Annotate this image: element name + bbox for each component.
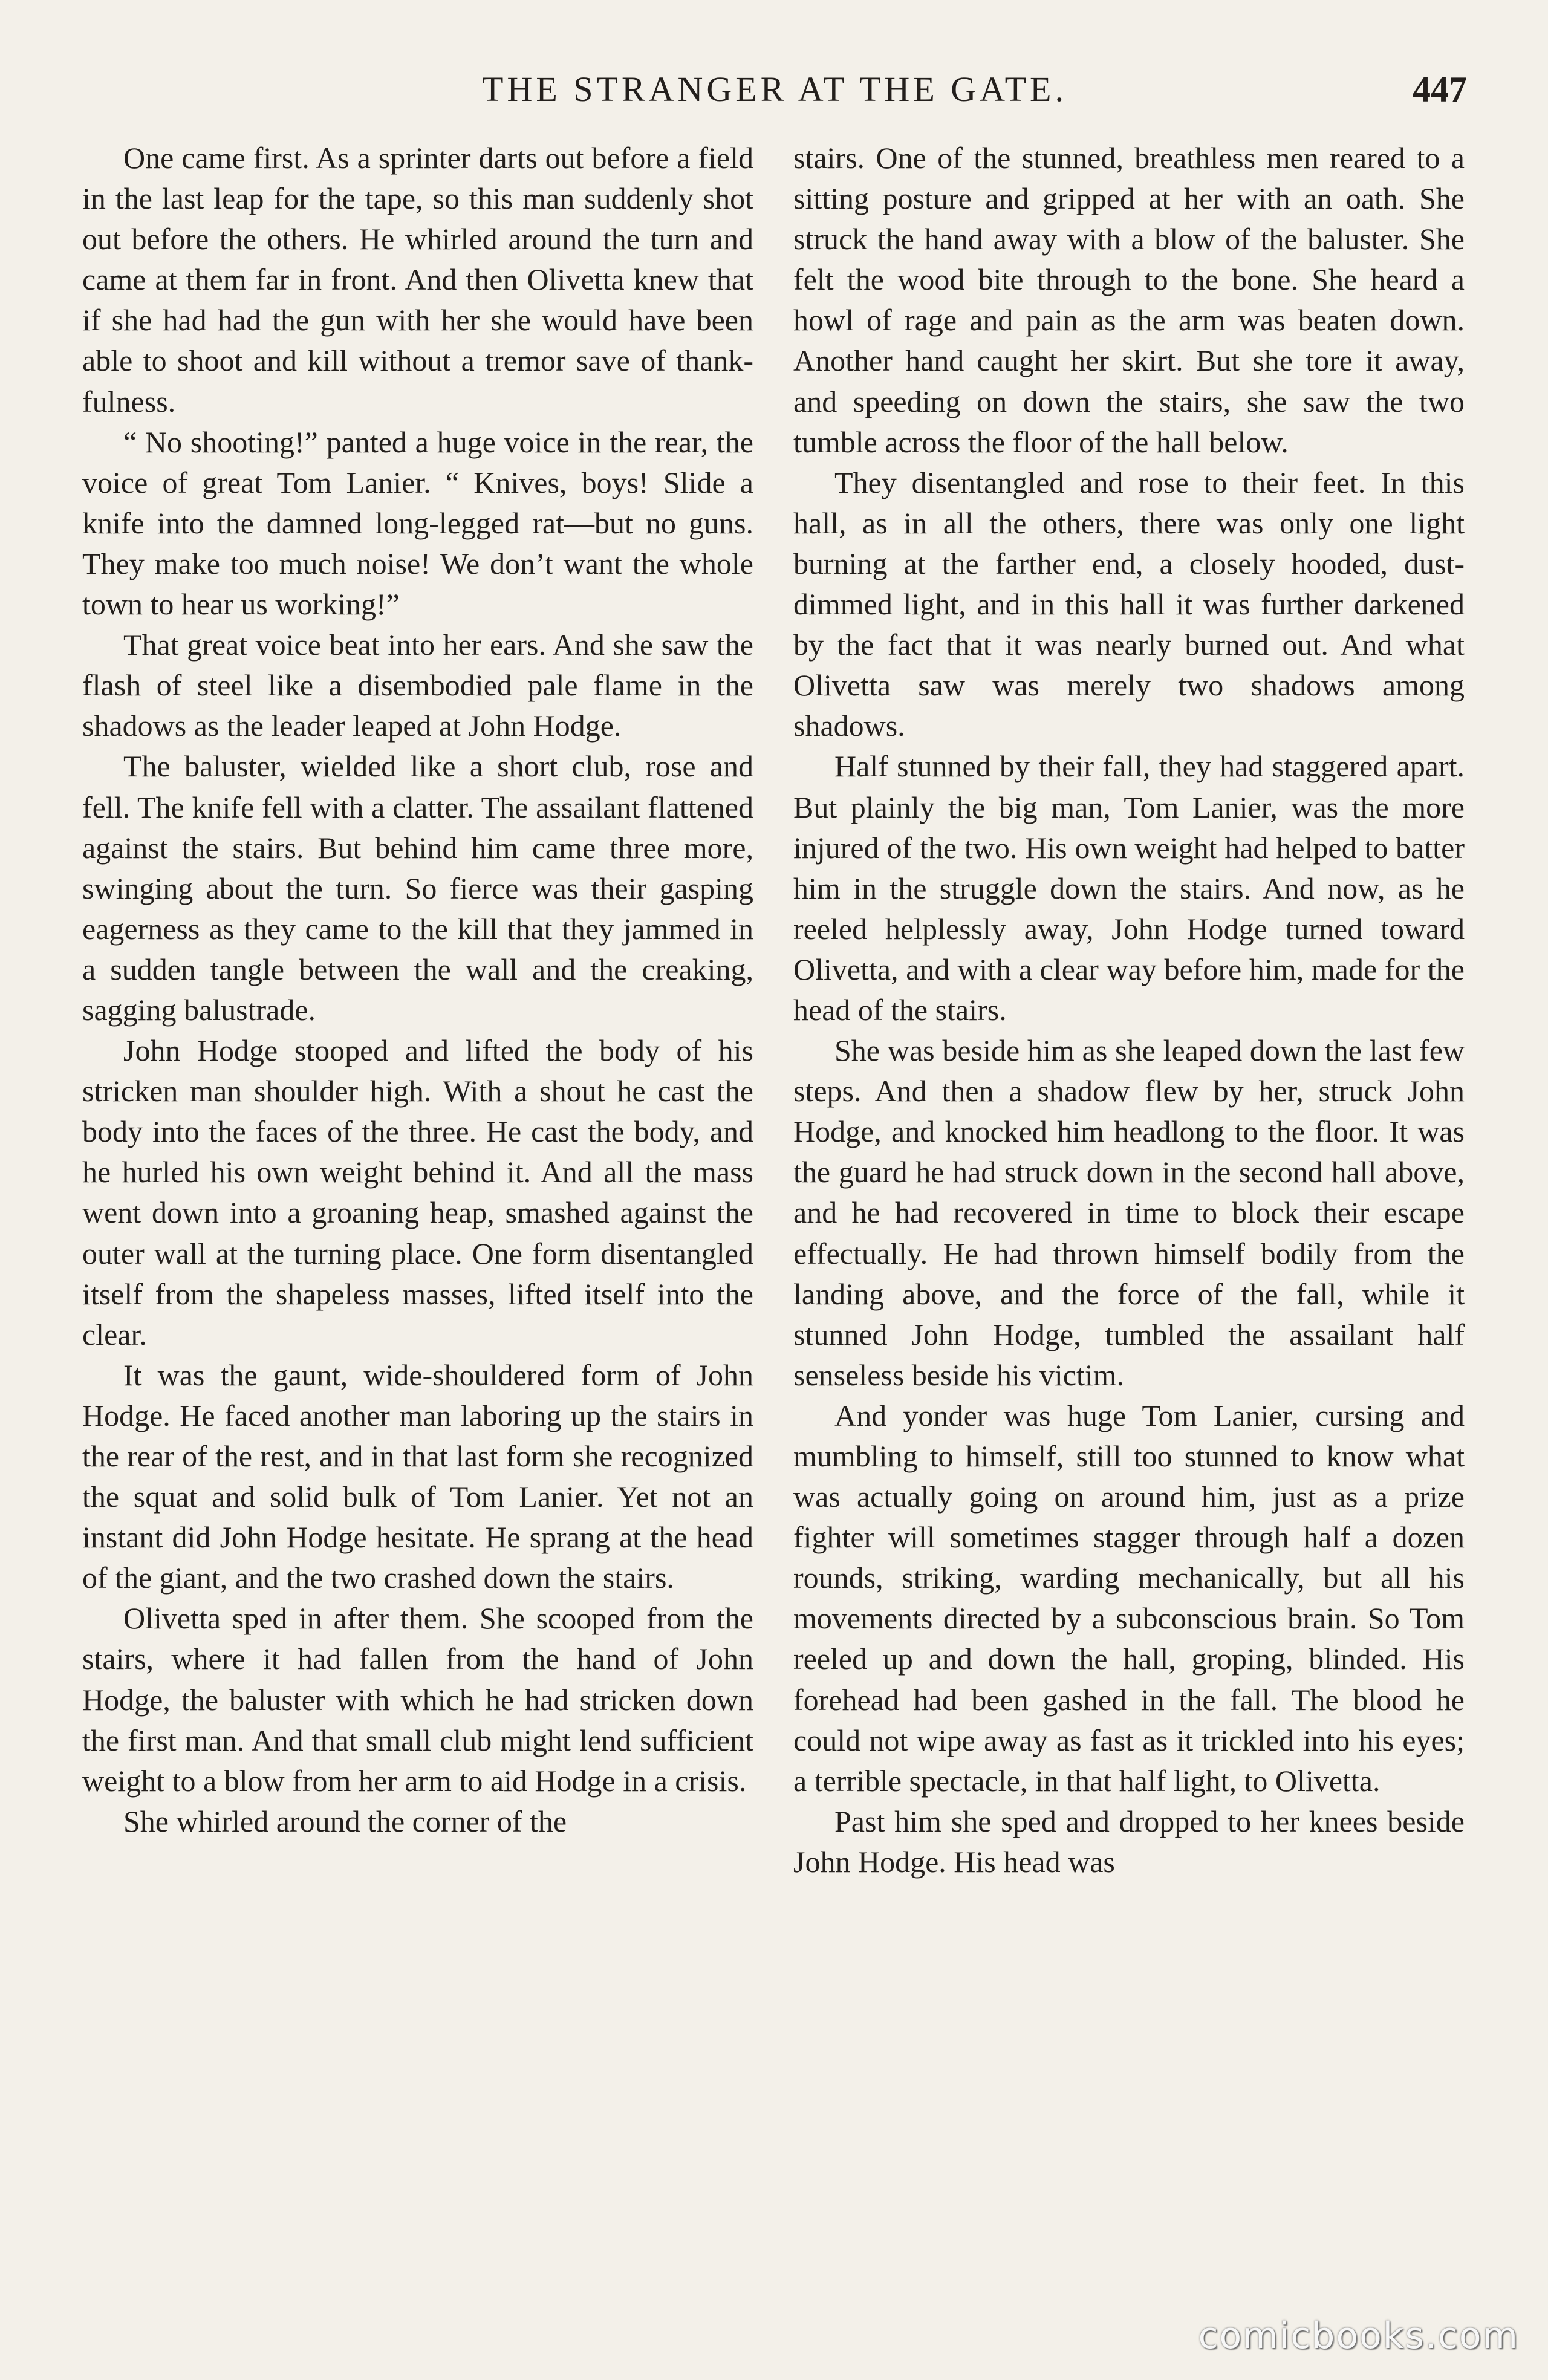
running-title: THE STRANGER AT THE GATE. bbox=[482, 70, 1067, 109]
page-header bbox=[82, 65, 1467, 114]
paragraph: Past him she sped and dropped to her knees beside John Hodge. His head was bbox=[793, 1804, 1465, 1879]
watermark: comicbooks.com bbox=[1198, 2315, 1519, 2357]
right-column bbox=[793, 138, 1465, 1882]
paragraph: John Hodge stooped and lifted the body of his stricken man shoulder high. With a shout he cast the body into the faces of the three. He cast the body, and he hurled his own weight behind it. And all the mass went down into a groaning heap, smashed against the outer wall at the turning place. One form disentangled itself from the shapeless masses, lifted itself into the clear. bbox=[82, 1033, 753, 1351]
paragraph: “ No shooting!” panted a huge voice in the rear, the voice of great Tom Lanier. “ Knives, boys! Slide a knife into the damned long-legged rat—but no guns. They make too much noise! We don’t want the whole town to hear us working!” bbox=[82, 424, 753, 622]
paragraph: Olivetta sped in after them. She scooped from the stairs, where it had fallen from the hand of John Hodge, the baluster with which he had stricken down the first man. And that small club might lend sufficient weight to a blow from her arm to aid Hodge in a crisis. bbox=[82, 1601, 753, 1798]
paragraph: It was the gaunt, wide-shouldered form of John Hodge. He faced another man laboring up the stairs in the rear of the rest, and in that last form she recognized the squat and solid bulk of Tom Lanier. Yet not an instant did John Hodge hesitate. He sprang at the head of the giant, and the two crashed down the stairs. bbox=[82, 1357, 753, 1595]
paragraph-continued: stairs. One of the stunned, breathless men reared to a sitting posture and gripped at her with an oath. She struck the hand away with a blow of the baluster. She felt the wood bite through to the bone. She heard a howl of rage and pain as the arm was beaten down. Another hand caught her skirt. But she tore it away, and speeding on down the stairs, she saw the two tumble across the floor of the hall below. bbox=[793, 141, 1465, 459]
paragraph: They disentangled and rose to their feet. In this hall, as in all the others, there was only one light burning at the farther end, a closely hooded, dust-dimmed light, and in this hall it was further darkened by the fact that it was nearly burned out. And what Olivetta saw was merely two shadows among shadows. bbox=[793, 465, 1465, 743]
paragraph: The baluster, wielded like a short club, rose and fell. The knife fell with a clatter. The assailant flattened against the stairs. But behind him came three more, swinging about the turn. So fierce was their gasping eagerness as they came to the kill that they jammed in a sudden tangle between the wall and the creaking, sagging balustrade. bbox=[82, 749, 753, 1027]
paragraph: She was beside him as she leaped down the last few steps. And then a shadow flew by her, struck John Hodge, and knocked him headlong to the floor. It was the guard he had struck down in the second hall above, and he had recovered in time to block their escape effectually. He had thrown himself bodily from the landing above, and the force of the fall, while it stunned John Hodge, tumbled the assailant half senseless beside his victim. bbox=[793, 1033, 1465, 1392]
paragraph: That great voice beat into her ears. And she saw the flash of steel like a disembodied pale flame in the shadows as the leader leaped at John Hodge. bbox=[82, 628, 753, 743]
left-column bbox=[82, 138, 753, 1842]
paragraph: One came first. As a sprinter darts out before a field in the last leap for the tape, so this man suddenly shot out before the others. He whirled around the turn and came at them far in front. And then Olivetta knew that if she had had the gun with her she would have been able to shoot and kill without a tremor save of thankfulness. bbox=[82, 141, 753, 418]
paragraph: Half stunned by their fall, they had staggered apart. But plainly the big man, Tom Lanier, was the more injured of the two. His own weight had helped to batter him in the struggle down the stairs. And now, as he reeled helplessly away, John Hodge turned toward Olivetta, and with a clear way before him, made for the head of the stairs. bbox=[793, 749, 1465, 1027]
page-number: 447 bbox=[1413, 70, 1467, 109]
paragraph: And yonder was huge Tom Lanier, cursing and mumbling to himself, still too stunned to know what was actually going on around him, just as a prize fighter will sometimes stagger through half a dozen rounds, striking, warding mechanically, but all his movements directed by a subconscious brain. So Tom reeled up and down the hall, groping, blinded. His forehead had been gashed in the fall. The blood he could not wipe away as fast as it trickled into his eyes; a terrible spectacle, in that half light, to Olivetta. bbox=[793, 1398, 1465, 1798]
paragraph: She whirled around the corner of the bbox=[123, 1804, 567, 1838]
